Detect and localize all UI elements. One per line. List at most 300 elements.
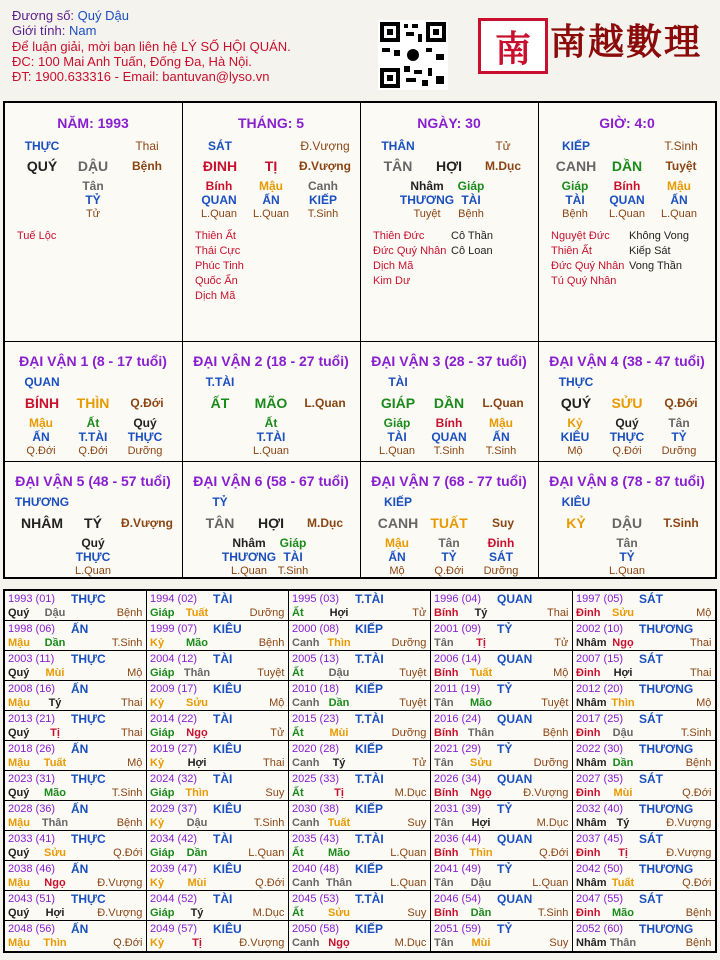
year-cell: [5, 831, 147, 861]
year-label: 2002 (10): [576, 623, 624, 635]
luck-phase: Đ.Vượng: [121, 516, 173, 530]
luck-stem: BÍNH: [24, 395, 60, 411]
year-branch: Thìn: [185, 787, 209, 799]
year-label: 2022 (30): [576, 743, 624, 755]
pillar-phase: M.Dục: [485, 159, 521, 173]
year-stem: Ất: [292, 727, 304, 739]
luck-phase: L.Quan: [304, 396, 346, 410]
luck-period-title: ĐẠI VẬN 6 (58 - 67 tuổi): [193, 473, 349, 489]
year-ten-god: THƯƠNG: [639, 682, 694, 696]
luck-hidden-stem: Tân: [438, 536, 460, 550]
hidden-ten-god: QUAN: [609, 193, 645, 207]
year-branch: Thìn: [43, 937, 67, 949]
year-branch: Mùi: [613, 787, 633, 799]
year-branch: Tý: [48, 697, 62, 709]
year-cell: [431, 591, 573, 621]
year-branch: Tị: [618, 847, 628, 859]
year-cell: [289, 831, 431, 861]
brand-logo-text: 南越數理: [550, 21, 703, 63]
year-cell: [573, 921, 715, 951]
luck-branch: TÝ: [84, 515, 102, 531]
year-label: 2028 (36): [8, 803, 56, 815]
year-label: 2003 (11): [8, 653, 55, 665]
year-ten-god: SÁT: [639, 712, 663, 726]
luck-hidden-phase: Mộ: [389, 565, 405, 577]
luck-hidden-stem: Quý: [615, 416, 639, 430]
year-stem: Bính: [434, 607, 459, 619]
luck-hidden-stem: Ất: [86, 416, 100, 430]
year-ten-god: T.TÀI: [355, 832, 384, 846]
year-branch: Tý: [616, 817, 630, 829]
year-stem: Tân: [434, 697, 454, 709]
luck-hidden-ten-god: T.TÀI: [78, 430, 108, 444]
year-branch: Tý: [474, 607, 488, 619]
pillar-branch: TỊ: [264, 158, 278, 174]
year-label: 2038 (46): [8, 863, 56, 875]
luck-stem: CANH: [377, 515, 419, 531]
year-stem: Ất: [292, 607, 304, 619]
star-item: Tú Quý Nhân: [551, 275, 617, 287]
year-ten-god: THỰC: [71, 772, 106, 786]
year-stem: Giáp: [150, 727, 175, 739]
year-label: 2004 (12): [150, 653, 198, 665]
year-ten-god: TÀI: [213, 892, 233, 906]
owner-label: Đương số:: [12, 8, 75, 23]
year-ten-god: SÁT: [639, 772, 663, 786]
year-cell: [573, 591, 715, 621]
year-label: 2035 (43): [292, 833, 340, 845]
year-label: 2048 (56): [8, 923, 56, 935]
year-branch: Tuất: [611, 877, 635, 889]
luck-hidden-ten-god: T.TÀI: [256, 430, 286, 444]
year-cell: [5, 681, 147, 711]
year-ten-god: KIẾP: [355, 742, 384, 756]
year-branch: Mùi: [329, 727, 349, 739]
year-cell: [289, 921, 431, 951]
year-branch: Mão: [186, 637, 208, 649]
stars-list-right: [451, 229, 493, 259]
year-phase: Đ.Vượng: [97, 907, 143, 919]
luck-hidden-stem: Đinh: [487, 536, 515, 550]
year-cell: [431, 711, 573, 741]
luck-hidden-ten-god: TÀI: [387, 430, 407, 444]
luck-phase: Q.Đới: [130, 396, 164, 410]
star-item: Thiên Ất: [551, 245, 592, 257]
gender-value: Nam: [68, 23, 97, 39]
pillar-stem: CANH: [555, 158, 597, 174]
year-branch: Ngọ: [44, 877, 66, 889]
year-ten-god: KIẾP: [355, 622, 384, 636]
star-item: Thái Cực: [195, 245, 241, 257]
year-cell: [289, 591, 431, 621]
contact-line: Để luận giải, mời bạn liên hệ LÝ SỐ HỘI QUÁN.: [12, 38, 291, 54]
star-item: Quốc Ấn: [195, 275, 238, 287]
year-stem: Mậu: [8, 817, 30, 829]
year-stem: Nhâm: [576, 937, 607, 949]
hidden-phase: L.Quan: [608, 208, 646, 220]
year-branch: Sửu: [611, 607, 635, 619]
luck-phase: Q.Đới: [664, 396, 698, 410]
year-ten-god: TÀI: [213, 652, 233, 666]
year-phase: Tử: [554, 637, 569, 649]
year-label: 1998 (06): [8, 623, 56, 635]
luck-hidden-phase: L.Quan: [230, 565, 268, 577]
year-label: 2052 (60): [576, 923, 624, 935]
year-stem: Quý: [8, 607, 30, 619]
year-phase: M.Dục: [536, 817, 569, 829]
year-branch: Ngọ: [328, 937, 350, 949]
year-ten-god: TỶ: [497, 742, 513, 756]
year-phase: Mộ: [269, 697, 285, 709]
year-stem: Giáp: [150, 847, 175, 859]
year-phase: Dưỡng: [533, 757, 569, 769]
luck-stem: TÂN: [205, 515, 235, 531]
star-item: Cô Thần: [451, 230, 493, 242]
year-cell: [431, 621, 573, 651]
pillar-phase-top: T.Sinh: [664, 139, 698, 153]
year-cell: [147, 651, 289, 681]
year-cell: [289, 711, 431, 741]
hidden-ten-god: ẤN: [670, 193, 688, 207]
year-ten-god: THƯƠNG: [639, 622, 694, 636]
hidden-phase: T.Sinh: [307, 208, 339, 220]
year-phase: Tuyệt: [541, 697, 569, 709]
year-label: 2010 (18): [292, 683, 340, 695]
year-stem: Tân: [434, 937, 454, 949]
year-stem: Ất: [292, 667, 304, 679]
year-label: 1996 (04): [434, 593, 482, 605]
year-stem: Kỷ: [150, 817, 165, 829]
year-stem: Đinh: [576, 607, 601, 619]
year-branch: Thìn: [327, 637, 351, 649]
year-stem: Canh: [292, 817, 320, 829]
year-phase: Dưỡng: [391, 727, 427, 739]
year-phase: T.Sinh: [111, 637, 143, 649]
hidden-stem: Giáp: [457, 179, 485, 193]
year-ten-god: TỶ: [497, 862, 513, 876]
year-stem: Bính: [434, 847, 459, 859]
luck-ten-god: TÀI: [388, 375, 408, 389]
year-cell: [147, 711, 289, 741]
star-item: Thiên Đức: [373, 230, 425, 242]
year-cell: [431, 651, 573, 681]
hidden-ten-god: THƯƠNG: [399, 193, 455, 207]
hidden-phase: L.Quan: [252, 208, 290, 220]
luck-branch: TUẤT: [430, 515, 468, 531]
year-branch: Tý: [332, 757, 346, 769]
year-cell: [147, 741, 289, 771]
star-item: Thiên Ất: [195, 230, 236, 242]
year-cell: [573, 801, 715, 831]
year-phase: Dưỡng: [249, 607, 285, 619]
luck-hidden-phase: Q.Đới: [26, 445, 56, 457]
year-phase: T.Sinh: [111, 787, 143, 799]
year-phase: Mộ: [553, 667, 569, 679]
year-ten-god: TỶ: [497, 682, 513, 696]
seal-logo-icon: [478, 18, 548, 74]
luck-hidden-stem: Quý: [81, 536, 105, 550]
pillar-stem: TÂN: [383, 158, 413, 174]
pillar-stem: ĐINH: [202, 158, 238, 174]
year-cell: [431, 861, 573, 891]
year-ten-god: THỰC: [71, 892, 106, 906]
year-stem: Quý: [8, 847, 30, 859]
year-cell: [5, 801, 147, 831]
year-label: 2046 (54): [434, 893, 482, 905]
luck-hidden-stem: Tân: [616, 536, 638, 550]
owner-name: Quý Dậu: [77, 8, 129, 23]
year-cell: [289, 651, 431, 681]
year-branch: Hợi: [613, 667, 633, 679]
pillar-ten-god: THỰC: [24, 139, 60, 153]
year-phase: M.Dục: [252, 907, 285, 919]
year-branch: Tuất: [185, 607, 209, 619]
year-stem: Canh: [292, 637, 320, 649]
luck-phase: L.Quan: [482, 396, 524, 410]
year-phase: L.Quan: [532, 877, 569, 889]
year-branch: Mão: [44, 787, 66, 799]
year-ten-god: TÀI: [213, 832, 233, 846]
pillar-phase: Bệnh: [132, 159, 162, 173]
year-ten-god: KIÊU: [213, 922, 242, 936]
year-label: 2047 (55): [576, 893, 624, 905]
year-stem: Nhâm: [576, 697, 607, 709]
year-phase: T.Sinh: [537, 907, 569, 919]
year-ten-god: ẤN: [71, 922, 89, 936]
luck-ten-god: THỰC: [558, 375, 594, 389]
year-phase: Đ.Vượng: [666, 817, 712, 829]
star-item: Kim Dư: [373, 275, 411, 287]
luck-ten-god: T.TÀI: [205, 375, 235, 389]
year-label: 2040 (48): [292, 863, 340, 875]
year-cell: [431, 771, 573, 801]
year-cell: [5, 591, 147, 621]
year-stem: Canh: [292, 757, 320, 769]
hidden-phase: L.Quan: [200, 208, 238, 220]
year-branch: Thân: [41, 817, 69, 829]
year-phase: Q.Đới: [539, 847, 569, 859]
luck-hidden-stem: Mậu: [385, 536, 409, 550]
year-phase: Bệnh: [258, 637, 285, 649]
year-branch: Ngọ: [186, 727, 208, 739]
year-stem: Canh: [292, 697, 320, 709]
year-branch: Tuất: [469, 667, 493, 679]
year-cell: [147, 921, 289, 951]
year-phase: Mộ: [696, 607, 712, 619]
hidden-stem: Mậu: [259, 179, 283, 193]
year-label: 2051 (59): [434, 923, 482, 935]
luck-hidden-ten-god: QUAN: [431, 430, 467, 444]
year-label: 1995 (03): [292, 593, 340, 605]
year-label: 2045 (53): [292, 893, 340, 905]
year-stem: Ất: [292, 907, 304, 919]
year-stem: Đinh: [576, 667, 601, 679]
hidden-phase: Bệnh: [458, 208, 484, 220]
year-cell: [5, 621, 147, 651]
year-label: 2005 (13): [292, 653, 340, 665]
hidden-stem: Bính: [205, 179, 233, 193]
luck-stem: GIÁP: [380, 395, 416, 411]
year-ten-god: SÁT: [639, 652, 663, 666]
luck-hidden-phase: L.Quan: [378, 445, 416, 457]
year-stem: Bính: [434, 667, 459, 679]
year-phase: Thai: [689, 637, 712, 649]
hidden-ten-god: QUAN: [201, 193, 237, 207]
year-stem: Ất: [292, 787, 304, 799]
year-cell: [573, 891, 715, 921]
year-cell: [147, 771, 289, 801]
year-phase: Q.Đới: [682, 787, 712, 799]
year-ten-god: TÀI: [213, 712, 233, 726]
hidden-phase: L.Quan: [660, 208, 698, 220]
luck-hidden-phase: Dưỡng: [127, 445, 163, 457]
year-cell: [5, 771, 147, 801]
year-label: 2015 (23): [292, 713, 340, 725]
year-label: 2017 (25): [576, 713, 624, 725]
year-branch: Thìn: [611, 697, 635, 709]
year-ten-god: QUAN: [497, 712, 533, 726]
year-label: 2034 (42): [150, 833, 198, 845]
year-ten-god: ẤN: [71, 742, 89, 756]
year-cell: [5, 711, 147, 741]
year-cell: [573, 741, 715, 771]
year-branch: Thân: [183, 667, 211, 679]
luck-period-title: ĐẠI VẬN 5 (48 - 57 tuổi): [15, 473, 171, 489]
luck-hidden-stem: Tân: [668, 416, 690, 430]
year-label: 2023 (31): [8, 773, 56, 785]
year-ten-god: QUAN: [497, 772, 533, 786]
year-ten-god: ẤN: [71, 862, 89, 876]
year-label: 2009 (17): [150, 683, 198, 695]
year-label: 2000 (08): [292, 623, 340, 635]
year-phase: Bệnh: [116, 607, 143, 619]
luck-hidden-ten-god: ẤN: [32, 430, 50, 444]
year-cell: [431, 681, 573, 711]
year-ten-god: KIẾP: [355, 682, 384, 696]
year-phase: Tuyệt: [399, 667, 427, 679]
year-branch: Tuất: [43, 757, 67, 769]
star-item: Tuế Lộc: [17, 230, 57, 242]
year-ten-god: T.TÀI: [355, 892, 384, 906]
year-cell: [573, 621, 715, 651]
year-phase: Q.Đới: [113, 937, 143, 949]
year-phase: Đ.Vượng: [239, 937, 285, 949]
year-cell: [147, 801, 289, 831]
luck-hidden-stem: Ất: [264, 416, 278, 430]
year-ten-god: KIÊU: [213, 742, 242, 756]
year-cell: [431, 741, 573, 771]
year-phase: Bệnh: [116, 817, 143, 829]
luck-branch: DẬU: [611, 515, 643, 531]
year-cell: [573, 831, 715, 861]
year-ten-god: T.TÀI: [355, 712, 384, 726]
year-ten-god: THỰC: [71, 592, 106, 606]
luck-hidden-stem: Bính: [435, 416, 463, 430]
year-branch: Tý: [190, 907, 204, 919]
year-ten-god: TÀI: [213, 592, 233, 606]
luck-hidden-stem: Kỷ: [567, 416, 583, 430]
luck-hidden-ten-god: THỰC: [127, 430, 163, 444]
year-cell: [431, 921, 573, 951]
luck-hidden-ten-god: SÁT: [489, 550, 513, 564]
year-ten-god: KIÊU: [213, 802, 242, 816]
year-stem: Giáp: [150, 907, 175, 919]
year-label: 2008 (16): [8, 683, 56, 695]
hidden-ten-god: ẤN: [262, 193, 280, 207]
year-stem: Tân: [434, 757, 454, 769]
year-label: 2043 (51): [8, 893, 56, 905]
year-stem: Bính: [434, 787, 459, 799]
luck-hidden-phase: T.Sinh: [277, 565, 309, 577]
year-label: 2050 (58): [292, 923, 340, 935]
luck-stem: ẤT: [210, 395, 230, 411]
year-label: 2013 (21): [8, 713, 56, 725]
year-stem: Quý: [8, 907, 30, 919]
luck-ten-god: KIÊU: [561, 495, 591, 509]
year-branch: Dậu: [328, 667, 350, 679]
year-label: 2030 (38): [292, 803, 340, 815]
year-ten-god: ẤN: [71, 682, 89, 696]
year-ten-god: THƯƠNG: [639, 742, 694, 756]
year-branch: Sửu: [185, 697, 209, 709]
year-ten-god: SÁT: [639, 832, 663, 846]
year-ten-god: KIẾP: [355, 922, 384, 936]
year-cell: [147, 861, 289, 891]
year-cell: [289, 891, 431, 921]
year-branch: Thân: [609, 937, 637, 949]
year-phase: Đ.Vượng: [523, 787, 569, 799]
year-stem: Mậu: [8, 937, 30, 949]
year-stem: Quý: [8, 667, 30, 679]
year-stem: Mậu: [8, 757, 30, 769]
star-item: Dịch Mã: [195, 290, 236, 302]
pillar-title: NĂM: 1993: [57, 115, 129, 131]
luck-hidden-stem: Giáp: [279, 536, 307, 550]
year-cell: [573, 771, 715, 801]
luck-hidden-phase: L.Quan: [608, 565, 646, 577]
pillar-branch: DẬU: [77, 158, 109, 174]
luck-hidden-phase: T.Sinh: [433, 445, 465, 457]
hidden-phase: Tuyệt: [413, 208, 441, 220]
year-ten-god: ẤN: [71, 622, 89, 636]
year-phase: Bệnh: [685, 907, 712, 919]
luck-hidden-phase: L.Quan: [252, 445, 290, 457]
year-branch: Dần: [44, 637, 66, 649]
year-cell: [573, 861, 715, 891]
hidden-stem: Giáp: [561, 179, 589, 193]
year-phase: L.Quan: [390, 847, 427, 859]
year-branch: Thân: [325, 877, 353, 889]
year-stem: Nhâm: [576, 637, 607, 649]
luck-hidden-phase: Q.Đới: [612, 445, 642, 457]
year-label: 1994 (02): [150, 593, 198, 605]
year-label: 2024 (32): [150, 773, 198, 785]
year-cell: [573, 651, 715, 681]
year-phase: Bệnh: [685, 937, 712, 949]
year-cell: [5, 741, 147, 771]
year-cell: [431, 831, 573, 861]
year-stem: Kỷ: [150, 937, 165, 949]
luck-stem: KỶ: [566, 515, 586, 531]
stars-list: [17, 229, 56, 244]
year-ten-god: THỰC: [71, 832, 106, 846]
annual-luck-grid: [3, 589, 717, 953]
year-branch: Tị: [192, 937, 202, 949]
luck-hidden-stem: Mậu: [489, 416, 513, 430]
luck-stem: NHÂM: [21, 515, 63, 531]
pillar-title: NGÀY: 30: [417, 115, 481, 131]
luck-stem: QUÝ: [560, 395, 592, 411]
